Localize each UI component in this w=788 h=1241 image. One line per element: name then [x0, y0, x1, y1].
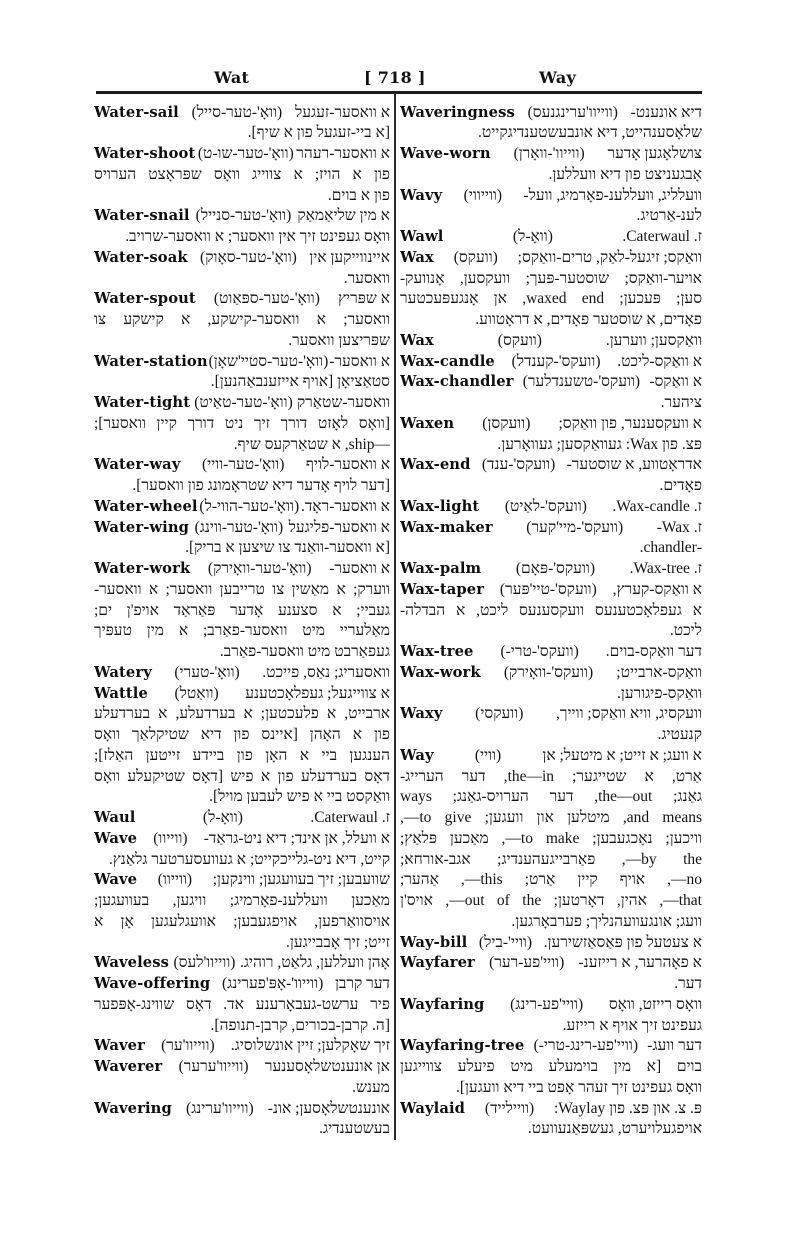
definition-text: וועקסיג, וויא וואַקס; ווייך, [556, 705, 702, 723]
entry-first-line [400, 372, 702, 393]
entry-first-line [94, 974, 390, 995]
pronunciation: (וויי) [474, 746, 502, 764]
definition-text: אָהן וועללען, גלאַט, רוהיג. [239, 954, 390, 972]
headword: Wattle [94, 684, 148, 702]
pronunciation: (וויילייד) [484, 1099, 535, 1117]
definition-line: וואסער. [343, 269, 390, 287]
definition-line: סען; פּעכען; waxed end, אן אָנגעפּעכטער [400, 290, 702, 308]
entry-first-line [94, 289, 390, 310]
pronunciation: (ווייוו'לעס) [173, 954, 236, 972]
dictionary-entry [400, 953, 702, 995]
dictionary-entry [94, 663, 390, 684]
headword: Waxen [400, 414, 455, 432]
definition-line: וואַקס-פיגורען. [617, 684, 702, 702]
entry-first-line [400, 414, 702, 435]
headword: Wave-worn [400, 145, 491, 163]
pronunciation: (וויי'פע-רינג) [510, 995, 584, 1013]
dictionary-entry [400, 1036, 702, 1098]
pronunciation: (וואַטל) [174, 684, 219, 702]
dictionary-entry [400, 642, 702, 663]
pronunciation: (וויי'פע-רינג-טרי-) [533, 1037, 639, 1055]
entry-first-line [94, 829, 390, 850]
headword: Wax-light [400, 497, 480, 515]
definition-line: א געפלאָכטענעס וועקסענעס ליכט, א הבדלה- [400, 601, 702, 619]
definition-text: דער וואַקס-בוים. [605, 643, 702, 661]
pronunciation: (וועקס'-טשענדלער) [522, 373, 641, 391]
entry-first-line [400, 497, 702, 518]
definition-text: וואסעריג; נאַס, פייכט. [262, 663, 390, 681]
headword: Water-way [94, 456, 181, 474]
entry-first-line [400, 704, 702, 725]
pronunciation: (ווייוו) [153, 829, 188, 847]
definition-line: געפינט זיך אויף א רייזע. [562, 1016, 702, 1034]
pronunciation: (וואָ'-טער-ספּאַוט) [213, 290, 320, 308]
definition-line: פאָדים, א שוסטער פאָדים, א דראָטווע. [475, 311, 702, 329]
headword: Waveless [94, 954, 170, 972]
headword: Water-wheel [94, 497, 198, 515]
dictionary-entry [400, 331, 702, 352]
definition-line: קנעטיג. [657, 726, 702, 744]
entry-first-line [94, 497, 390, 518]
entry-first-line [400, 186, 702, 207]
entry-first-line [400, 103, 702, 124]
definition-line: סטאַציאָן [אויף אייזענבאַהנען]. [210, 373, 390, 391]
definition-line: פאָדים. [659, 477, 702, 495]
definition-text: א מין שליאַמאַק [297, 207, 390, 225]
definition-line: and means, מיטלען און וועגען; to give—, [400, 809, 702, 827]
headword: Waver [94, 1037, 145, 1055]
dictionary-entry [94, 953, 390, 974]
dictionary-entry [94, 1036, 390, 1057]
entry-first-line [400, 144, 702, 165]
entry-first-line [400, 331, 702, 352]
entry-first-line [400, 746, 702, 767]
pronunciation: (ווייוו'-וואָרן) [513, 145, 585, 163]
pronunciation: (וואָ'-טער-סייל) [191, 103, 283, 121]
definition-line: וואסער; א וואסער-קישקע, א קישקע צו [94, 311, 390, 329]
definition-line: לענ-אַרטיג. [636, 207, 702, 225]
pronunciation: (ווייווי) [463, 186, 503, 204]
entry-first-line [400, 953, 702, 974]
pronunciation: (וואָ'-טער-שו-ט) [197, 145, 294, 163]
definition-line: ווערק; א מאַשין צו טרייבען וואסער; א וואסער- [94, 580, 390, 598]
entry-first-line [94, 559, 390, 580]
definition-line: [דער לויף אָדער דיא שטראָמונג פון וואסער]. [132, 477, 390, 495]
entry-first-line [94, 518, 390, 539]
entry-first-line [94, 144, 390, 165]
dictionary-entry [400, 1099, 702, 1141]
pronunciation: (וועקס'-טרי-) [500, 643, 579, 661]
dictionary-entry [400, 497, 702, 518]
definition-text: א וועג; א זייט; א מיטעל; אן [542, 746, 702, 764]
definition-text: וואַקס; זיגעל-לאַק, טרים-וואַקס; [517, 248, 702, 266]
definition-text: אדראָטווע, א שוסטער- [566, 456, 702, 474]
entry-first-line [400, 518, 702, 539]
definition-text: ז. Caterwaul. [622, 228, 702, 246]
headword: Water-snail [94, 207, 190, 225]
headword: Wax-tree [400, 643, 474, 661]
definition-text: ז. Caterwaul. [310, 809, 390, 827]
definition-line: אויפגעלויערט, געשפּאַנעוועט. [527, 1120, 702, 1138]
entry-first-line [94, 206, 390, 227]
pronunciation: (וואָ'-טערי) [174, 663, 240, 681]
dictionary-entry [400, 559, 702, 580]
headword: Wavy [400, 186, 443, 204]
headword: Wax-end [400, 456, 471, 474]
definition-text: זיך שאָקלען; זיין אונשלוסיג. [230, 1037, 390, 1055]
dictionary-entry [400, 518, 702, 560]
definition-line: געביי; א סצענע אָדער פּאַראַד אויפ'ן ים; [94, 601, 390, 619]
definition-text: וואַקסען; ווערען. [605, 331, 702, 349]
headword: Water-tight [94, 394, 191, 412]
definition-line: דער. [674, 975, 702, 993]
dictionary-entry [94, 808, 390, 829]
definition-text: ז. Wax-tree. [629, 560, 702, 578]
pronunciation: (וואָ-ל) [512, 228, 553, 246]
pronunciation: (וואָ'-טער-סנייל) [195, 207, 292, 225]
headword: Wax-work [400, 663, 481, 681]
dictionary-entry [94, 1057, 390, 1099]
definition-line: מאַלעריי מיט וואסער-פאַרב; א מין טעפּיך [94, 622, 390, 640]
definition-text: א וואַקס-קערץ, [612, 580, 702, 598]
definition-text: פּ. צ. און פּצ. פון Waylay: [553, 1099, 702, 1117]
definition-line: that—, אהין, דאָרטען; out of the—, אויס'ן [400, 892, 702, 910]
definition-text: א וועקסענער, פון וואַקס; [558, 414, 702, 432]
definition-line: -chandler. [639, 539, 702, 557]
entry-first-line [94, 808, 390, 829]
headword: Wavering [94, 1099, 172, 1117]
dictionary-entry [400, 103, 702, 145]
definition-text: צושלאָגען אָדער [607, 145, 702, 163]
headword: Wave [94, 829, 138, 847]
definition-line: פון א בוים. [327, 186, 390, 204]
pronunciation: (וויי'פע-רער) [489, 954, 565, 972]
headword: Wawl [400, 228, 444, 246]
dictionary-entry [400, 248, 702, 331]
definition-text: א וואסער-זעגעל [294, 103, 390, 121]
dictionary-entry [94, 684, 390, 809]
definition-line: אַרט, א שטייגער; the—in, דער הערייג- [400, 767, 702, 785]
headword: Waverer [94, 1058, 163, 1076]
headword: Wax-palm [400, 560, 482, 578]
definition-line: by the—, פאַרבייגעהענדיג; אגב-אורחא; [400, 850, 702, 868]
definition-line: אויער-וואַקס; שוסטער-פּעך; וועקסען, אָנוועק- [400, 269, 702, 287]
definition-line: שלאָסענהייט, דיא אונבעשטענדיגקייט. [477, 124, 702, 142]
definition-text: איינווייקען אין [309, 248, 390, 266]
definition-line: הענגען ביי א האָן פון ביידע זייטען האַלז]; [94, 746, 390, 764]
definition-line: מאַכען וועללענ-פאָרמיג; וויגען, בעוועגען; [94, 892, 390, 910]
dictionary-entry [400, 995, 702, 1037]
definition-text: א וואסער-ראָד. [300, 497, 390, 515]
definition-line: no—, אויף קיין אַרט; this—, אַהער; [400, 871, 702, 889]
definition-text: וואַקס-ארבייט; [616, 663, 702, 681]
headword: Waylaid [400, 1099, 466, 1117]
dictionary-entry [400, 933, 702, 954]
dictionary-entry [94, 455, 390, 497]
definition-text: א פאָהרער, א רייזענ- [578, 954, 702, 972]
definition-line: מענש. [352, 1078, 390, 1096]
dictionary-entry [94, 248, 390, 290]
definition-text: א וואסער- [329, 560, 390, 578]
definition-line: פּצ. פון Wax: געוואַקסען; געוואָרען. [497, 435, 702, 453]
definition-text: וואסער-שטאַרק [296, 394, 390, 412]
pronunciation: (וועקס'-פּאָם) [515, 560, 596, 578]
dictionary-entry [94, 1099, 390, 1141]
dictionary-entry [400, 144, 702, 186]
pronunciation: (וועקס'-וואָירק) [503, 663, 594, 681]
definition-text: ז. Wax- [656, 518, 702, 536]
headword: Water-shoot [94, 145, 196, 163]
definition-text: אן אונענטשלאָסענער [264, 1058, 390, 1076]
pronunciation: (וואָ'-טער-ווינג) [194, 518, 284, 536]
pronunciation: (וועקס'-ענד) [481, 456, 556, 474]
dictionary-entry [400, 580, 702, 642]
entry-first-line [94, 393, 390, 414]
dictionary-entry [400, 704, 702, 746]
entry-first-line [94, 1036, 390, 1057]
definition-text: א צווייגעל; געפלאָכטענע [245, 684, 390, 702]
headword: Wayfaring-tree [400, 1037, 525, 1055]
definition-line: אָבגעניצט פון דיא וועללען. [548, 165, 702, 183]
definition-text: א וואַקס- [649, 373, 702, 391]
dictionary-entry [94, 289, 390, 351]
headword: Water-sail [94, 103, 179, 121]
pronunciation: (וואָ'-טער-סטיי'שאָן) [208, 352, 329, 370]
headword: Wax-candle [400, 352, 495, 370]
definition-line: גאַנג; the—out, דער הערויס-גאַנג; ways [400, 788, 702, 806]
definition-text: א וועלל, אן אינד; דיא ניט-גראַד- [203, 829, 390, 847]
headword: Way-bill [400, 933, 468, 951]
entry-first-line [94, 455, 390, 476]
headword: Wax-chandler [400, 373, 514, 391]
pronunciation: (וואָ'-טער-סאָוק) [200, 248, 297, 266]
entry-first-line [94, 663, 390, 684]
dictionary-entry [400, 352, 702, 373]
left-column [94, 103, 390, 1141]
headword: Wax [400, 248, 434, 266]
entry-first-line [400, 1099, 702, 1120]
headword: Waveringness [400, 103, 515, 121]
pronunciation: (ווייוו'ערער) [178, 1058, 249, 1076]
headword: Wayfarer [400, 954, 475, 972]
definition-text: דיא אונענט- [630, 103, 702, 121]
dictionary-entry [400, 372, 702, 414]
dictionary-entry [94, 870, 390, 953]
headword: Wayfaring [400, 995, 485, 1013]
right-column [400, 103, 702, 1141]
definition-line: בעשטענדיג. [319, 1120, 390, 1138]
pronunciation: (ווייוו) [157, 871, 193, 889]
pronunciation: (וועקס'-טיי'פּער) [499, 580, 597, 598]
headword: Water-station [94, 352, 208, 370]
definition-line: אויסוואַרפען, אויפגעבען; אוועגלעגען אָן א [94, 912, 390, 930]
page-number: [ 718 ] [364, 68, 426, 87]
definition-line: וואָס געפינט זיך זעהר אָפט ביי דיא וועגען]. [455, 1078, 702, 1096]
definition-line: וויכען; נאָכגעבען; to make—, מאַכען פּלאַץ; [400, 829, 702, 847]
guide-word-right: Way [539, 68, 577, 87]
pronunciation: (וועקס'-לאַיט) [504, 497, 587, 515]
dictionary-entry [94, 559, 390, 663]
definition-line: [וואָס לאָזט דורך זיך ניט דורך קיין וואסער]; [94, 414, 390, 432]
pronunciation: (וואָ'-טער-טאַיט) [194, 394, 293, 412]
entry-first-line [400, 227, 702, 248]
pronunciation: (ווייוו'-אָפּ'פערינג) [222, 975, 324, 993]
entry-first-line [400, 559, 702, 580]
headword: Wax [400, 331, 434, 349]
definition-line: [ה. קרבן-בכורים, קרבן-תנופה]. [210, 1016, 390, 1034]
pronunciation: (וועקס'-קענדל) [511, 352, 601, 370]
entry-first-line [94, 352, 390, 373]
headword: Watery [94, 663, 152, 681]
definition-line: וואָס געפינט זיך אין וואסער; א וואסער-שרויב. [125, 228, 390, 246]
definition-text: דער קרבן [334, 975, 390, 993]
definition-text: א וואסער-פליגעל [288, 518, 390, 536]
definition-line: [א ביי-זעגעל פון א שיף]. [247, 124, 390, 142]
entry-first-line [400, 580, 702, 601]
definition-line: ליכט. [669, 622, 702, 640]
column-divider [394, 93, 396, 1140]
pronunciation: (וואָ-ל) [202, 809, 243, 827]
header-rule [96, 91, 702, 94]
definition-line: זייט; זיך אָבבייגען. [286, 933, 390, 951]
definition-text: א צעטעל פון פּאַסאַזשירען. [543, 933, 702, 951]
entry-first-line [94, 1057, 390, 1078]
entry-first-line [400, 663, 702, 684]
definition-line: [א וואסער-וואַנד צו שיצען א בריק]. [185, 539, 390, 557]
definition-line: פיר ערשט-געבאָרענע אד. דאָס שווינג-אָפּפער [94, 995, 390, 1013]
entry-first-line [400, 995, 702, 1016]
dictionary-entry [400, 663, 702, 705]
definition-line: ציהער. [660, 394, 702, 412]
dictionary-entry [94, 103, 390, 145]
definition-line: —ship, א שטאַרקעס שיף. [233, 435, 390, 453]
headword: Water-work [94, 560, 191, 578]
entry-first-line [400, 642, 702, 663]
headword: Wave [94, 871, 138, 889]
headword: Water-spout [94, 290, 196, 308]
definition-line: וואַקסט ביי א פיש לעבען מויל]. [209, 788, 390, 806]
entry-first-line [94, 953, 390, 974]
definition-text: וואָס רייזט, וואָס [608, 995, 702, 1013]
headword: Way [400, 746, 434, 764]
definition-text: א שפּריץ [337, 290, 390, 308]
definition-line: פון א הויז; א צווייג וואָס שפּראָצט הערויס [94, 165, 390, 183]
dictionary-entry [94, 206, 390, 248]
definition-line: געפאַרבט מיט וואסער-פאַרב. [219, 643, 390, 661]
pronunciation: (וועקס) [453, 248, 498, 266]
dictionary-entry [94, 974, 390, 1036]
dictionary-entry [400, 186, 702, 228]
dictionary-entry [400, 414, 702, 456]
dictionary-entry [94, 352, 390, 394]
entry-first-line [400, 933, 702, 954]
entry-first-line [400, 1036, 702, 1057]
pronunciation: (וויי'-ביל) [478, 933, 533, 951]
definition-line: קייט, דיא ניט-גלייכקייט; א געוועסערטער גלאַנץ. [108, 850, 390, 868]
definition-text: א וואַקס-ליכט. [617, 352, 702, 370]
definition-line: פון א האָהן [איינס פון דיא שטיקלאַך וואָס [94, 726, 390, 744]
entry-first-line [94, 684, 390, 705]
dictionary-entry [400, 227, 702, 248]
dictionary-entry [94, 829, 390, 871]
guide-word-left: Wat [214, 68, 250, 87]
entry-first-line [94, 1099, 390, 1120]
definition-text: א וואסער-רעהר [296, 145, 390, 163]
dictionary-entry [400, 746, 702, 933]
dictionary-entry [94, 393, 390, 455]
definition-line: בוים [א מין בוימעלע מיט פיעלע צווייגען [400, 1058, 702, 1076]
definition-line: וועג; אונגעוועהנליך; פערבאָרגען. [511, 912, 702, 930]
entry-first-line [94, 870, 390, 891]
pronunciation: (וועקס) [497, 331, 542, 349]
headword: Waul [94, 809, 136, 827]
entry-first-line [400, 248, 702, 269]
pronunciation: (וועקסן) [482, 414, 531, 432]
entry-first-line [94, 103, 390, 124]
pronunciation: (ווייוו'ער) [161, 1037, 215, 1055]
pronunciation: (וועקסי) [475, 705, 524, 723]
headword: Wave-offering [94, 975, 211, 993]
definition-text: א וואסער- [329, 352, 390, 370]
pronunciation: (ווייוו'ערינגנעס) [527, 103, 618, 121]
pronunciation: (וועקס'-מיי'קער) [526, 518, 624, 536]
headword: Water-wing [94, 518, 190, 536]
pronunciation: (וואָ'-טער-וואָירק) [207, 560, 312, 578]
definition-line: ארבייט, א פלעכטען; א בערדעלע, א בערדעלע [94, 705, 390, 723]
definition-line: שפּריצען וואסער. [288, 331, 390, 349]
dictionary-entry [94, 497, 390, 518]
headword: Wax-taper [400, 580, 485, 598]
definition-text: אונענטשלאָסען; אונ- [267, 1099, 390, 1117]
pronunciation: (וואָ'-טער-וויי) [201, 456, 285, 474]
entry-first-line [400, 455, 702, 476]
definition-text: ז. Wax-candle. [612, 497, 702, 515]
headword: Water-soak [94, 248, 188, 266]
dictionary-entry [94, 518, 390, 560]
entry-first-line [94, 248, 390, 269]
pronunciation: (ווייוו'ערינג) [185, 1099, 254, 1117]
entry-first-line [400, 352, 702, 373]
headword: Waxy [400, 705, 443, 723]
definition-line: דאָס בערדעלע פון א פיש [דאָס שטיקעלע וואָס [94, 767, 390, 785]
headword: Wax-maker [400, 518, 493, 536]
dictionary-entry [400, 455, 702, 497]
dictionary-entry [94, 144, 390, 206]
definition-text: שוועבען; זיך בעוועגען; ווינקען; [212, 871, 390, 889]
pronunciation: (וואָ'-טער-הווי-ל) [199, 497, 300, 515]
definition-text: א וואסער-לויף [305, 456, 390, 474]
definition-text: וועלליג, וועללענ-פאָרמיג, וועל- [523, 186, 702, 204]
definition-text: דער וועג- [647, 1037, 702, 1055]
